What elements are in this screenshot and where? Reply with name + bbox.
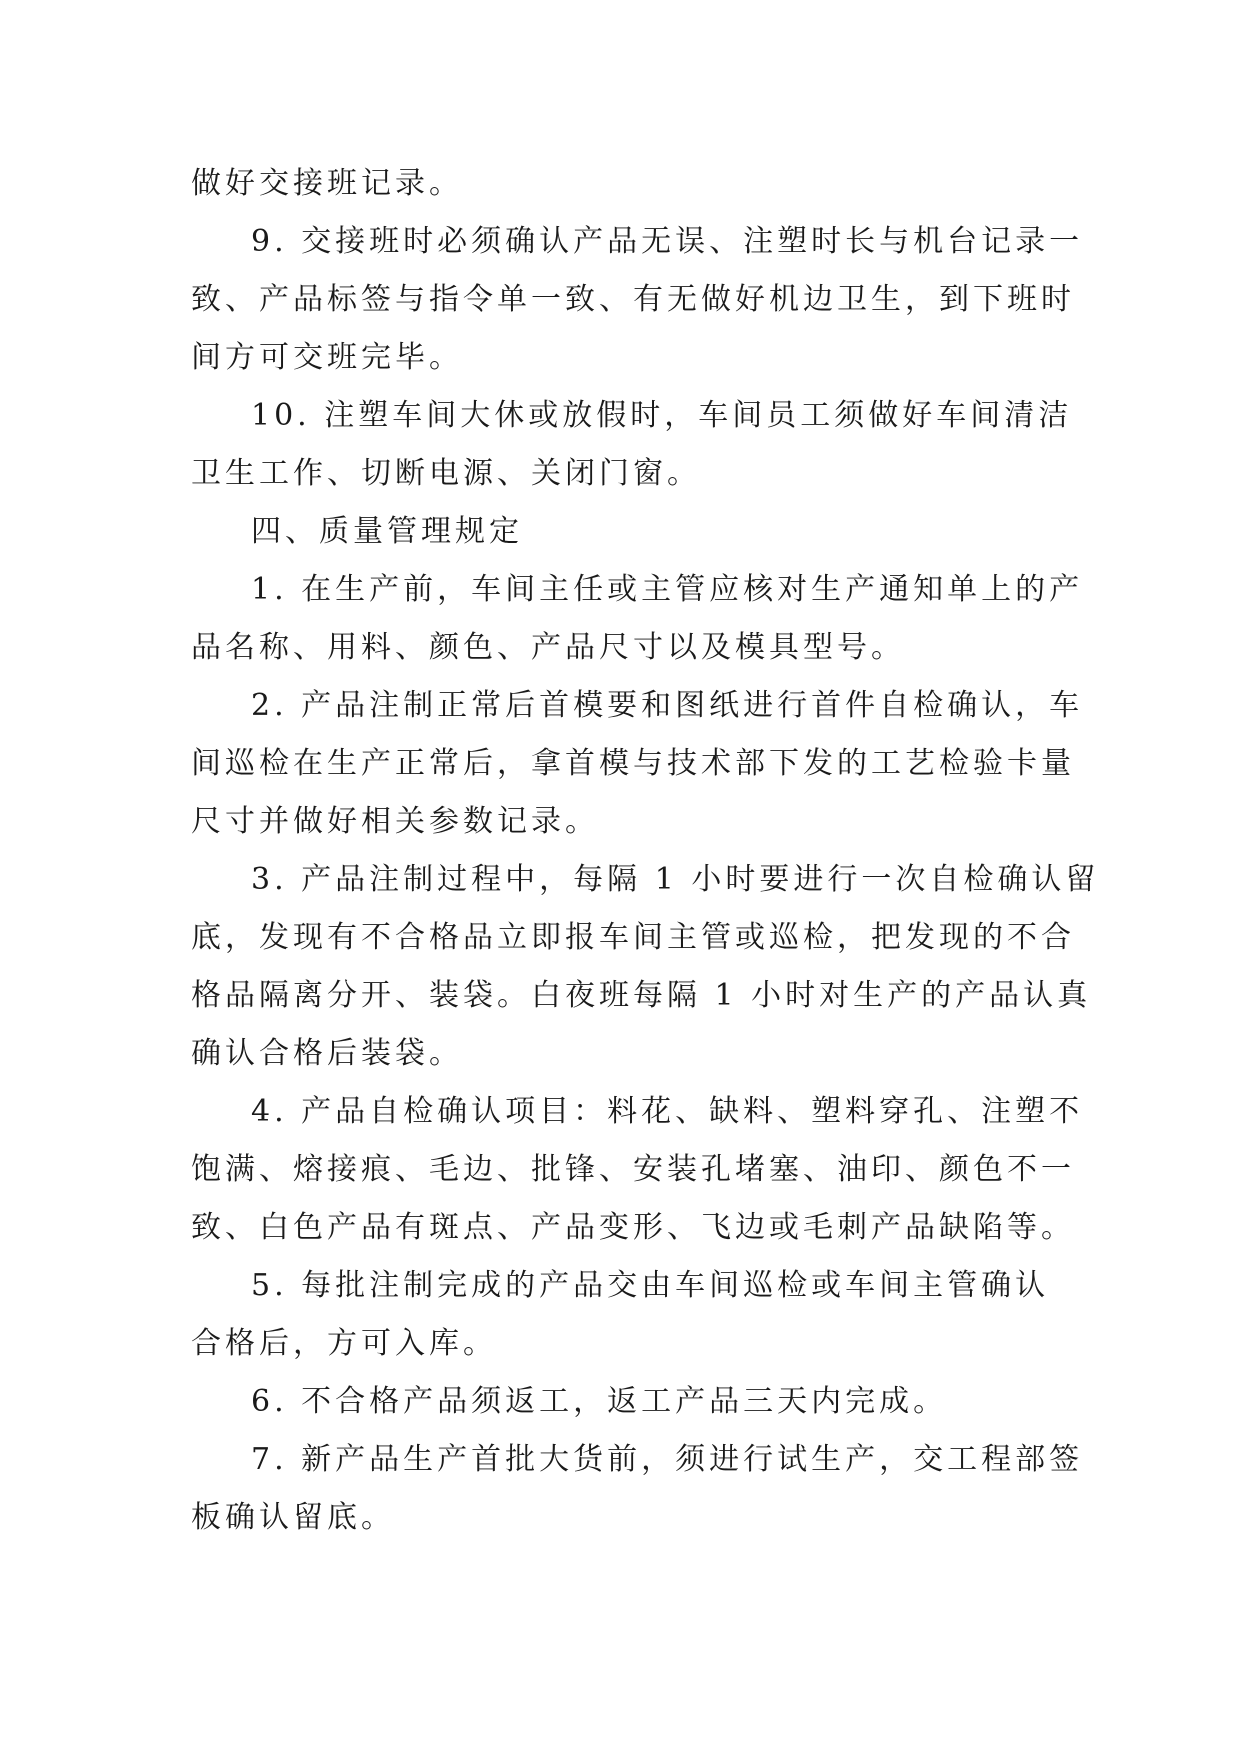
text-line: 10. 注塑车间大休或放假时，车间员工须做好车间清洁 bbox=[251, 398, 1073, 433]
section-heading: 四、质量管理规定 bbox=[251, 514, 523, 549]
text-line: 致、产品标签与指令单一致、有无做好机边卫生，到下班时 bbox=[191, 282, 1075, 317]
text-line: 格品隔离分开、装袋。白夜班每隔 1 小时对生产的产品认真 bbox=[191, 978, 1092, 1013]
text-line: 板确认留底。 bbox=[191, 1500, 395, 1535]
text-line: 1. 在生产前，车间主任或主管应核对生产通知单上的产 bbox=[251, 572, 1084, 607]
text-line: 致、白色产品有斑点、产品变形、飞边或毛刺产品缺陷等。 bbox=[191, 1210, 1075, 1245]
text-line: 饱满、熔接痕、毛边、批锋、安装孔堵塞、油印、颜色不一 bbox=[191, 1152, 1075, 1187]
text-line: 品名称、用料、颜色、产品尺寸以及模具型号。 bbox=[191, 630, 905, 665]
text-line: 尺寸并做好相关参数记录。 bbox=[191, 804, 599, 839]
document-body bbox=[191, 155, 1100, 1547]
text-line: 确认合格后装袋。 bbox=[191, 1036, 463, 1071]
text-line: 做好交接班记录。 bbox=[191, 166, 463, 201]
text-line: 5. 每批注制完成的产品交由车间巡检或车间主管确认 bbox=[251, 1268, 1050, 1303]
text-line: 9. 交接班时必须确认产品无误、注塑时长与机台记录一 bbox=[251, 224, 1084, 259]
text-line: 卫生工作、切断电源、关闭门窗。 bbox=[191, 456, 701, 491]
text-line: 6. 不合格产品须返工，返工产品三天内完成。 bbox=[251, 1384, 948, 1419]
text-line: 3. 产品注制过程中，每隔 1 小时要进行一次自检确认留 bbox=[251, 862, 1100, 897]
text-line: 间方可交班完毕。 bbox=[191, 340, 463, 375]
text-line: 7. 新产品生产首批大货前，须进行试生产，交工程部签 bbox=[251, 1442, 1084, 1477]
text-line: 4. 产品自检确认项目：料花、缺料、塑料穿孔、注塑不 bbox=[251, 1094, 1084, 1129]
text-line: 间巡检在生产正常后，拿首模与技术部下发的工艺检验卡量 bbox=[191, 746, 1075, 781]
text-line: 底，发现有不合格品立即报车间主管或巡检，把发现的不合 bbox=[191, 920, 1075, 955]
text-line: 合格后，方可入库。 bbox=[191, 1326, 497, 1361]
text-line: 2. 产品注制正常后首模要和图纸进行首件自检确认，车 bbox=[251, 688, 1084, 723]
